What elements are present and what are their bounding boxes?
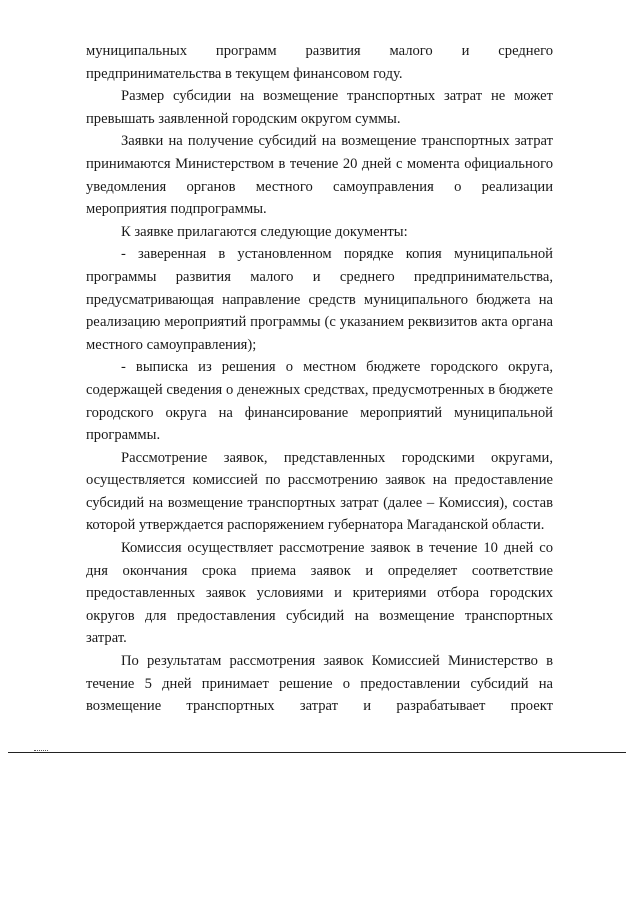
- paragraph-3: Заявки на получение субсидий на возмещение транспортных затрат принимаются Министерством в течение 20 дней с момента официального уведомления органов местного самоуправления о реализации мероприятия подпрограммы.: [86, 133, 553, 218]
- list-item-copy-of-program: - заверенная в установленном порядке копия муниципальной программы развития малого и среднего предпринимательства, предусматривающая направление средств муниципального бюджета на реализацию мероприятий программы (с указанием реквизитов акта органа местного самоуправления);: [86, 246, 553, 353]
- paragraph-9: По результатам рассмотрения заявок Комиссией Министерство в течение 5 дней принимает решение о предоставлении субсидий на возмещение транспортных затрат и разрабатывает проект: [86, 653, 553, 715]
- footer-divider-mark: [34, 750, 48, 751]
- paragraph-2: Размер субсидии на возмещение транспортных затрат не может превышать заявленной городским округом суммы.: [86, 88, 553, 127]
- list-item-budget-extract: - выписка из решения о местном бюджете городского округа, содержащей сведения о денежных средствах, предусмотренных в бюджете городского округа на финансирование мероприятий муниципальной программы.: [86, 359, 553, 444]
- paragraph-8: Комиссия осуществляет рассмотрение заявок в течение 10 дней со дня окончания срока приема заявок и определяет соответствие предоставленных заявок условиями и критериями отбора городских округов для предоставления субсидий на возмещение транспортных затрат.: [86, 540, 553, 647]
- document-body: [86, 40, 553, 718]
- paragraph-4: К заявке прилагаются следующие документы:: [121, 223, 408, 240]
- footer-divider: [8, 752, 626, 753]
- paragraph-7: Рассмотрение заявок, представленных городскими округами, осуществляется комиссией по рассмотрению заявок на предоставление субсидий на возмещение транспортных затрат (далее – Комиссия), состав которой утверждается распоряжением губернатора Магаданской области.: [86, 449, 553, 534]
- paragraph-1: муниципальных программ развития малого и среднего предпринимательства в текущем финансовом году.: [86, 43, 553, 82]
